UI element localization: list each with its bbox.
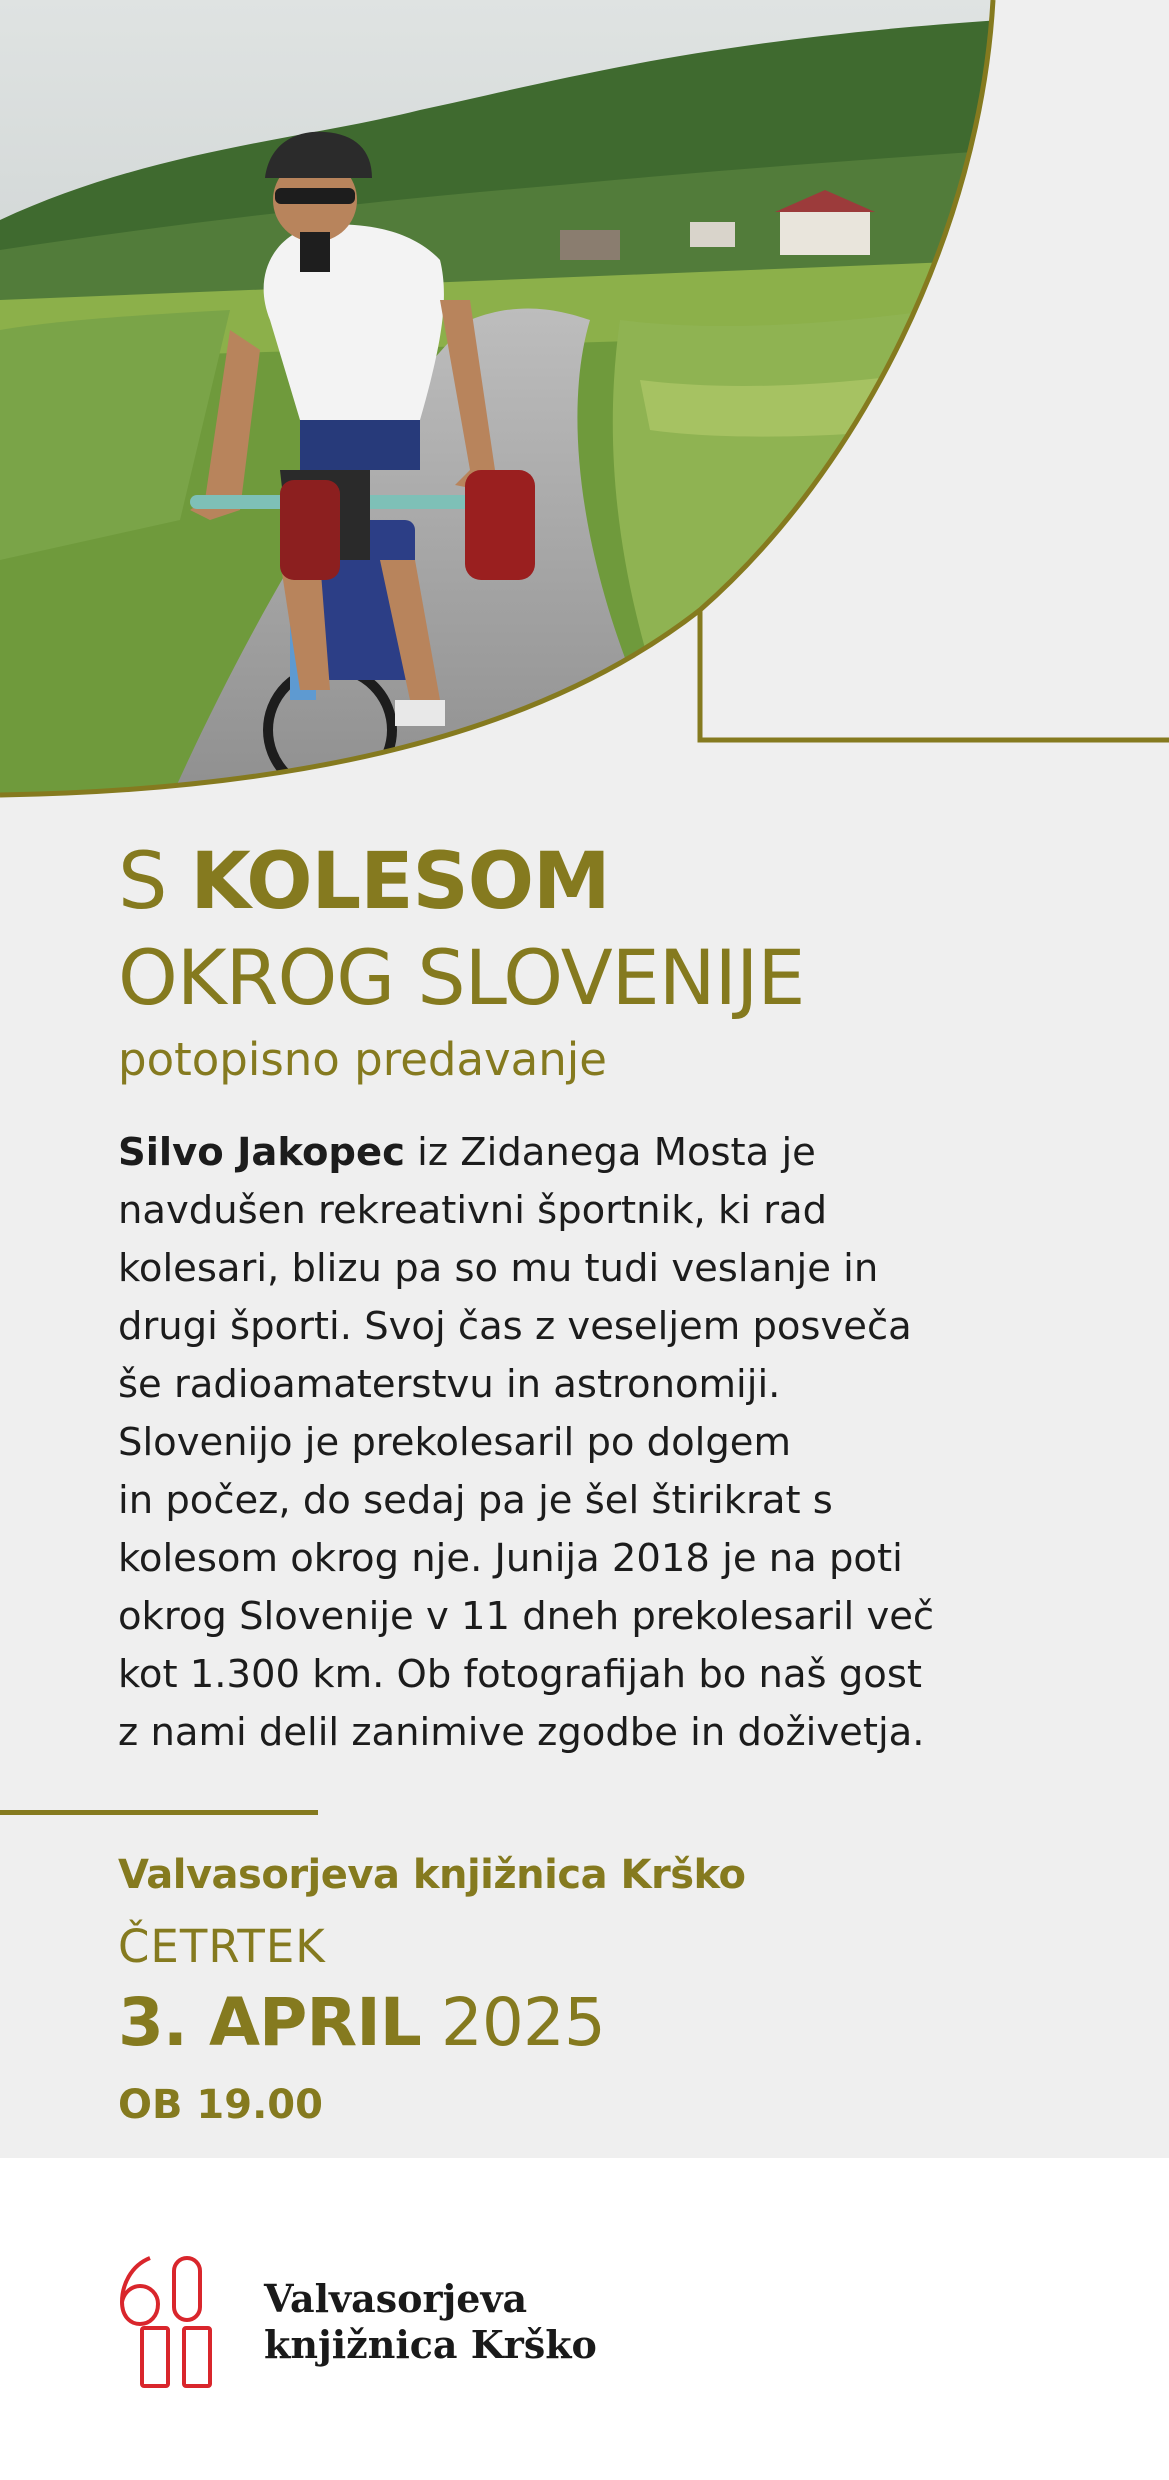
divider-rule: [0, 1810, 318, 1815]
event-weekday: ČETRTEK: [118, 1920, 326, 1973]
description-line: kot 1.300 km. Ob fotografijah bo naš gost: [118, 1652, 922, 1697]
description-line: kolesom okrog nje. Junija 2018 je na poti: [118, 1536, 903, 1581]
speaker-name: Silvo Jakopec: [118, 1130, 405, 1175]
description-line: navdušen rekreativni športnik, ki rad: [118, 1188, 828, 1233]
title-line-1: [118, 832, 610, 932]
cyclist-photo: [0, 0, 1169, 800]
description-line: okrog Slovenije v 11 dneh prekolesaril več: [118, 1594, 935, 1639]
event-venue: Valvasorjeva knjižnica Krško: [118, 1852, 746, 1898]
subtitle: potopisno predavanje: [118, 1033, 607, 1086]
title-bold: KOLESOM: [190, 837, 610, 927]
event-date-year: 2025: [440, 1984, 605, 2061]
600-library-logo-icon: [118, 2252, 228, 2392]
description-line: kolesari, blizu pa so mu tudi veslanje in: [118, 1246, 879, 1291]
description-line: z nami delil zanimive zgodbe in doživetja.: [118, 1710, 925, 1755]
description-line: Silvo Jakopec iz Zidanega Mosta je: [118, 1130, 816, 1175]
title-line-2: OKROG SLOVENIJE: [118, 933, 805, 1022]
event-date-day-month: 3. APRIL: [118, 1984, 421, 2061]
title-prefix: S: [118, 837, 167, 927]
library-name-line-2: knjižnica Krško: [264, 2322, 597, 2367]
description-line: še radioamaterstvu in astronomiji.: [118, 1362, 781, 1407]
description-line: in počez, do sedaj pa je šel štirikrat s: [118, 1478, 833, 1523]
description-line: drugi športi. Svoj čas z veseljem posveča: [118, 1304, 912, 1349]
event-date: [118, 1978, 605, 2068]
library-name-line-1: Valvasorjeva: [264, 2276, 528, 2321]
description: [118, 1124, 1128, 1762]
event-time: OB 19.00: [118, 2082, 323, 2128]
library-name: [264, 2276, 597, 2368]
description-line: Slovenijo je prekolesaril po dolgem: [118, 1420, 791, 1465]
